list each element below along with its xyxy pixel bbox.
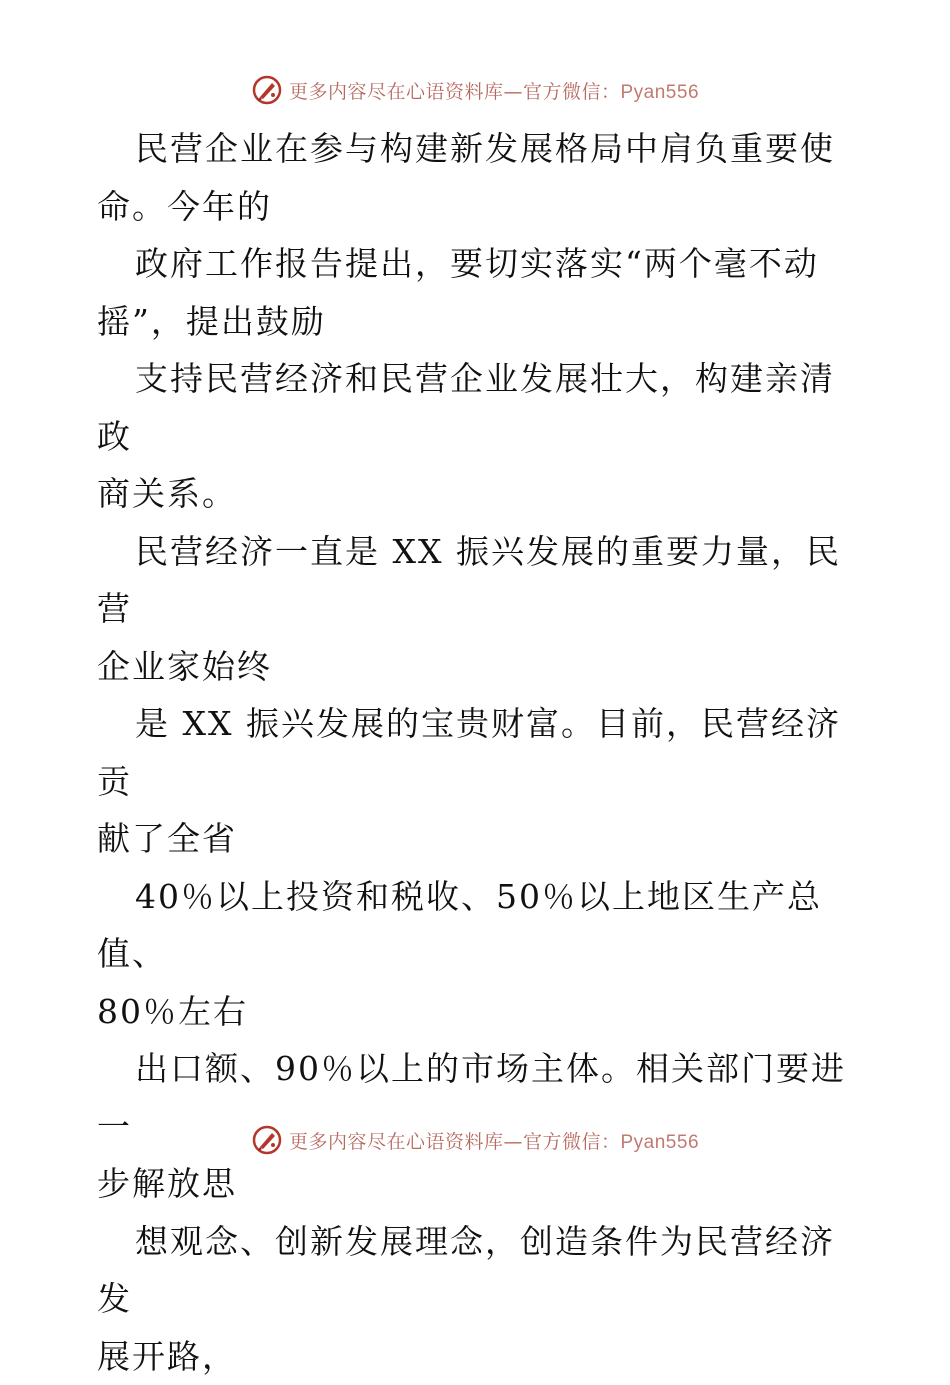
paragraph-line: 商关系。 [97,465,857,523]
paragraph [97,235,857,350]
header-watermark [0,70,950,110]
paragraph-line: 献了全省 [97,810,857,868]
paragraph [97,120,857,235]
paragraph-line: 想观念、创新发展理念，创造条件为民营经济发 [97,1213,857,1328]
paragraph-line: 命。今年的 [97,178,857,236]
paragraph-line: 是 XX 振兴发展的宝贵财富。目前，民营经济贡 [97,695,857,810]
pen-logo-icon [251,1124,283,1156]
paragraph-line: 民营经济一直是 XX 振兴发展的重要力量，民营 [97,523,857,638]
paragraph-line: 展开路， [97,1328,857,1385]
paragraph-line: 80％左右 [97,983,857,1041]
pen-logo-icon [251,74,283,106]
document-body [97,120,857,1385]
paragraph-line: 40％以上投资和税收、50％以上地区生产总值、 [97,868,857,983]
paragraph-line: 企业家始终 [97,638,857,696]
paragraph-line: 支持民营经济和民营企业发展壮大，构建亲清政 [97,350,857,465]
footer-watermark [0,1120,950,1160]
watermark-text: 更多内容尽在心语资料库—官方微信：Pyan556 [289,1127,699,1154]
paragraph [97,695,857,868]
paragraph-line: 民营企业在参与构建新发展格局中肩负重要使 [97,120,857,178]
paragraph [97,868,857,1041]
paragraph [97,523,857,696]
paragraph-line: 政府工作报告提出，要切实落实“两个毫不动 [97,235,857,293]
paragraph [97,350,857,523]
watermark-text: 更多内容尽在心语资料库—官方微信：Pyan556 [289,77,699,104]
paragraph-line: 步解放思 [97,1155,857,1213]
paragraph-line: 摇”，提出鼓励 [97,293,857,351]
paragraph-line: 出口额、90％以上的市场主体。相关部门要进一 [97,1040,857,1155]
paragraph [97,1213,857,1385]
